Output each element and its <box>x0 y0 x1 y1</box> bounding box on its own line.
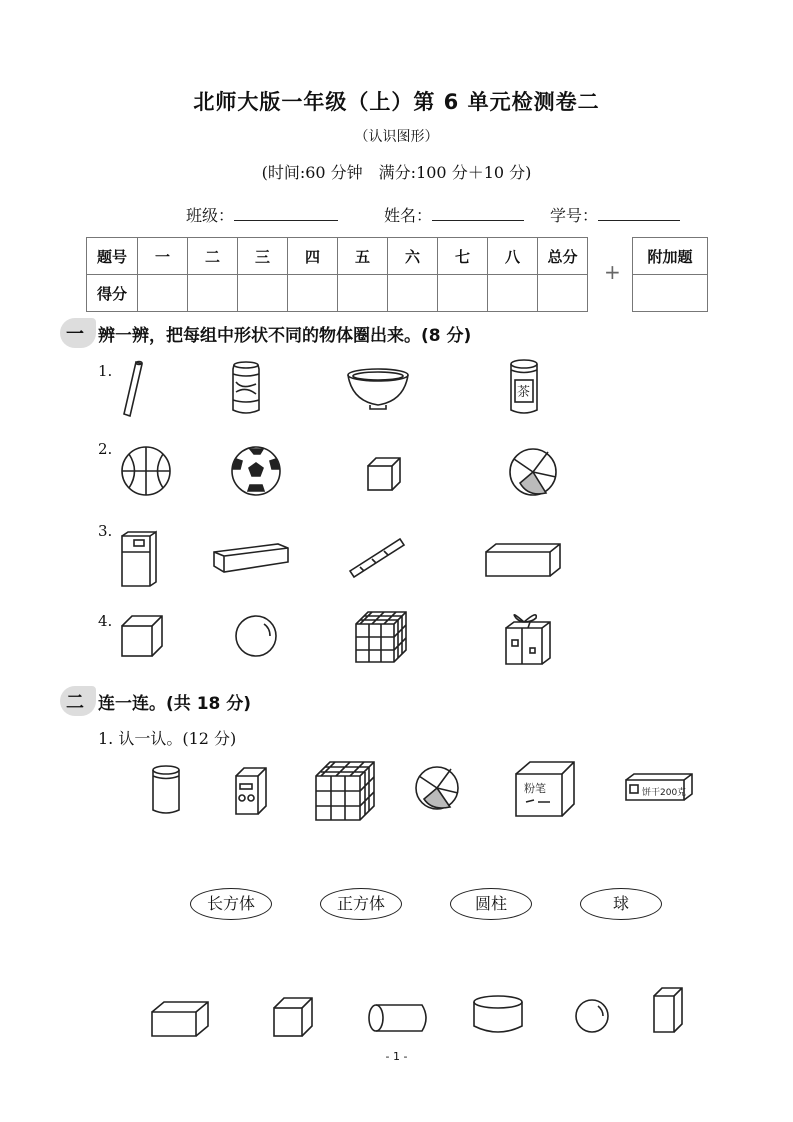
beach-ball-icon[interactable] <box>508 447 560 499</box>
extra-label: 附加题 <box>633 238 708 275</box>
speaker-box-icon[interactable] <box>232 764 272 818</box>
page-number: - 1 - <box>385 1050 408 1063</box>
section2-number: 二 <box>66 692 84 713</box>
class-field[interactable] <box>186 203 338 226</box>
page-title: 北师大版一年级（上）第 6 单元检测卷二 <box>193 90 600 114</box>
score-cell: 题号 <box>87 238 138 275</box>
score-cell: 三 <box>238 238 288 275</box>
name-label: 姓名： <box>384 206 433 225</box>
score-cell: 八 <box>488 238 538 275</box>
score-input-cell[interactable] <box>488 275 538 312</box>
row-number: 1. <box>98 362 113 380</box>
score-table <box>86 237 588 312</box>
score-input-cell[interactable] <box>138 275 188 312</box>
soda-can-icon[interactable] <box>228 360 268 418</box>
soccer-ball-icon[interactable] <box>230 445 284 499</box>
score-input-cell[interactable] <box>238 275 288 312</box>
score-input-cell[interactable] <box>188 275 238 312</box>
refrigerator-icon[interactable] <box>118 530 162 590</box>
chalk-box-icon[interactable] <box>512 758 578 820</box>
class-label: 班级： <box>186 206 235 225</box>
score-cell: 一 <box>138 238 188 275</box>
flute-icon[interactable] <box>344 535 410 583</box>
subquestion-1: 1. 认一认。(12 分) <box>98 729 237 748</box>
cylinder-can-icon[interactable] <box>150 764 186 818</box>
biscuit-label: 饼干200克 <box>642 788 687 798</box>
rubiks-cube-icon[interactable] <box>314 760 378 822</box>
section1-instruction: 辨一辨，把每组中形状不同的物体圈出来。(8 分) <box>98 326 472 346</box>
class-blank[interactable] <box>234 206 338 221</box>
score-row-label: 得分 <box>87 275 138 312</box>
row-number: 2. <box>98 440 113 458</box>
row-number: 4. <box>98 612 113 630</box>
tea-label: 茶 <box>517 385 531 400</box>
score-input-cell[interactable] <box>338 275 388 312</box>
row-number: 3. <box>98 522 113 540</box>
page-subtitle: （认识图形） <box>354 129 439 145</box>
time-info: (时间:60 分钟 满分:100 分＋10 分) <box>261 163 532 182</box>
basketball-icon[interactable] <box>120 445 174 499</box>
name-blank[interactable] <box>432 206 524 221</box>
score-input-cell[interactable] <box>438 275 488 312</box>
plus-sign: + <box>604 260 621 284</box>
cylinder-short-icon[interactable] <box>472 994 528 1036</box>
section1-number: 一 <box>66 324 84 345</box>
name-field[interactable] <box>384 203 524 226</box>
score-input-cell[interactable] <box>538 275 588 312</box>
section2-instruction: 连一连。(共 18 分) <box>98 694 252 714</box>
stick-icon[interactable] <box>118 360 148 418</box>
beach-ball-icon[interactable] <box>414 765 462 813</box>
extra-input-cell[interactable] <box>633 275 708 312</box>
bowl-icon[interactable] <box>346 367 412 413</box>
score-cell: 总分 <box>538 238 588 275</box>
oval-label-cuboid[interactable]: 长方体 <box>190 888 272 920</box>
id-blank[interactable] <box>598 206 680 221</box>
score-cell: 七 <box>438 238 488 275</box>
score-header-row <box>87 238 588 275</box>
cube-icon[interactable] <box>120 614 166 660</box>
chalk-label: 粉笔 <box>524 782 546 795</box>
oval-label-cylinder[interactable]: 圆柱 <box>450 888 532 920</box>
long-box-icon[interactable] <box>212 540 292 574</box>
biscuit-box-icon[interactable] <box>624 770 696 804</box>
cuboid-icon[interactable] <box>484 540 564 582</box>
small-cube-icon[interactable] <box>366 456 404 494</box>
sphere-shape-icon[interactable] <box>574 998 614 1038</box>
sphere-icon[interactable] <box>234 614 280 660</box>
score-cell: 二 <box>188 238 238 275</box>
cuboid-shape-icon[interactable] <box>150 1000 212 1040</box>
rubiks-cube-icon[interactable] <box>354 610 410 666</box>
score-cell: 五 <box>338 238 388 275</box>
cube-shape-icon[interactable] <box>272 996 316 1038</box>
extra-score-table <box>632 237 708 312</box>
id-label: 学号： <box>550 206 599 225</box>
oval-label-cube[interactable]: 正方体 <box>320 888 402 920</box>
tea-canister-icon[interactable] <box>504 358 544 418</box>
id-field[interactable] <box>550 203 680 226</box>
gift-box-icon[interactable] <box>502 608 556 666</box>
oval-label-sphere[interactable]: 球 <box>580 888 662 920</box>
score-value-row <box>87 275 588 312</box>
tall-cuboid-icon[interactable] <box>652 986 688 1038</box>
score-cell: 六 <box>388 238 438 275</box>
score-cell: 四 <box>288 238 338 275</box>
cylinder-horizontal-icon[interactable] <box>366 1002 432 1034</box>
score-input-cell[interactable] <box>288 275 338 312</box>
score-input-cell[interactable] <box>388 275 438 312</box>
